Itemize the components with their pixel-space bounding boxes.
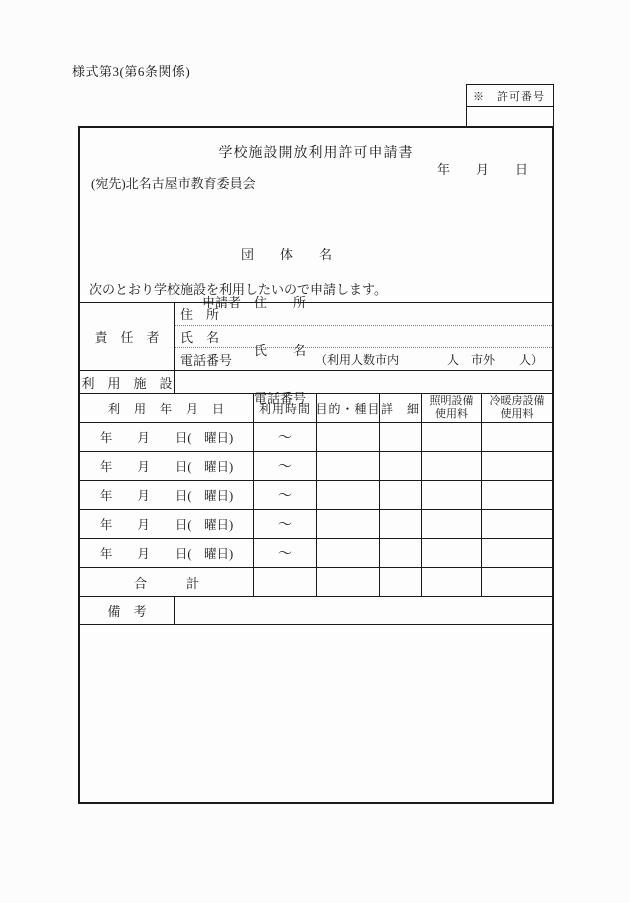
cell-purpose (317, 452, 380, 480)
header-heating-line1: 冷暖房設備 (489, 395, 545, 407)
responsible-address-label: 住 所 (180, 307, 220, 323)
applicant-phone-label: 電話番号 (202, 391, 307, 406)
total-label: 合 計 (80, 568, 254, 596)
cell-purpose (317, 539, 380, 567)
cell-lighting-fee (422, 423, 482, 451)
table-row (80, 423, 552, 452)
cell-heating-fee (482, 423, 552, 451)
cell-time: 〜 (254, 510, 317, 538)
responsible-name-label: 氏 名 (180, 330, 220, 345)
date-line: 年 月 日 (436, 162, 528, 177)
applicant-address-label: 申請者 住 所 (202, 295, 307, 310)
cell-time: 〜 (254, 423, 317, 451)
table-row (80, 510, 552, 539)
cell-lighting-fee (422, 539, 482, 567)
header-date: 利 用 年 月 日 (80, 394, 254, 422)
notes-field (175, 597, 552, 624)
header-lighting-fee (422, 394, 482, 422)
responsible-fields (175, 303, 552, 370)
permit-number-box (466, 84, 554, 127)
facility-label: 利 用 施 設 (80, 371, 175, 393)
applicant-group-name-label: 団 体 名 (202, 247, 333, 262)
responsible-phone-row (175, 348, 552, 370)
table-row (80, 539, 552, 568)
cell-purpose (317, 510, 380, 538)
applicant-name-label: 氏 名 (202, 343, 307, 358)
table-header-row (80, 394, 552, 423)
cell-detail (380, 481, 422, 509)
responsible-phone-label: 電話番号 (180, 352, 233, 368)
cell-detail (380, 510, 422, 538)
total-heating-fee (482, 568, 552, 596)
cell-detail (380, 423, 422, 451)
people-count-note: （利用人数市内 人 市外 人） (314, 352, 543, 367)
cell-purpose (317, 423, 380, 451)
cell-lighting-fee (422, 481, 482, 509)
application-form-box (78, 126, 554, 804)
facility-row (80, 371, 552, 394)
header-detail: 詳 細 (380, 394, 422, 422)
cell-lighting-fee (422, 452, 482, 480)
cell-heating-fee (482, 452, 552, 480)
form-code: 様式第3(第6条関係) (72, 64, 191, 79)
responsible-label: 責 任 者 (80, 303, 175, 370)
facility-field (175, 371, 552, 393)
notes-row (80, 597, 552, 625)
total-lighting-fee (422, 568, 482, 596)
cell-heating-fee (482, 481, 552, 509)
intro-sentence: 次のとおり学校施設を利用したいので申請します。 (89, 282, 387, 297)
cell-time: 〜 (254, 539, 317, 567)
notes-label: 備 考 (80, 597, 175, 624)
total-time (254, 568, 317, 596)
responsible-address-row (175, 303, 552, 326)
responsible-name-row (175, 326, 552, 349)
cell-date: 年 月 日( 曜日) (80, 539, 254, 567)
permit-number-label: ※ 許可番号 (467, 85, 553, 107)
cell-time: 〜 (254, 481, 317, 509)
addressee: (宛先)北名古屋市教育委員会 (91, 176, 256, 191)
header-heating-line2: 使用料 (500, 408, 534, 420)
cell-heating-fee (482, 510, 552, 538)
cell-date: 年 月 日( 曜日) (80, 481, 254, 509)
total-purpose (317, 568, 380, 596)
responsible-section (80, 303, 552, 371)
cell-detail (380, 539, 422, 567)
cell-date: 年 月 日( 曜日) (80, 452, 254, 480)
total-row (80, 568, 552, 597)
cell-purpose (317, 481, 380, 509)
header-time: 利用時間 (254, 394, 317, 422)
form-title: 学校施設開放利用許可申請書 (218, 146, 414, 161)
form-table (80, 302, 552, 625)
cell-detail (380, 452, 422, 480)
permit-number-field (467, 107, 553, 126)
cell-heating-fee (482, 539, 552, 567)
cell-time: 〜 (254, 452, 317, 480)
header-heating-fee (482, 394, 552, 422)
cell-date: 年 月 日( 曜日) (80, 423, 254, 451)
table-row (80, 481, 552, 510)
total-detail (380, 568, 422, 596)
cell-lighting-fee (422, 510, 482, 538)
cell-date: 年 月 日( 曜日) (80, 510, 254, 538)
header-lighting-line1: 照明設備 (429, 395, 474, 407)
table-row (80, 452, 552, 481)
header-purpose: 目的・種目 (317, 394, 380, 422)
header-lighting-line2: 使用料 (435, 408, 468, 420)
